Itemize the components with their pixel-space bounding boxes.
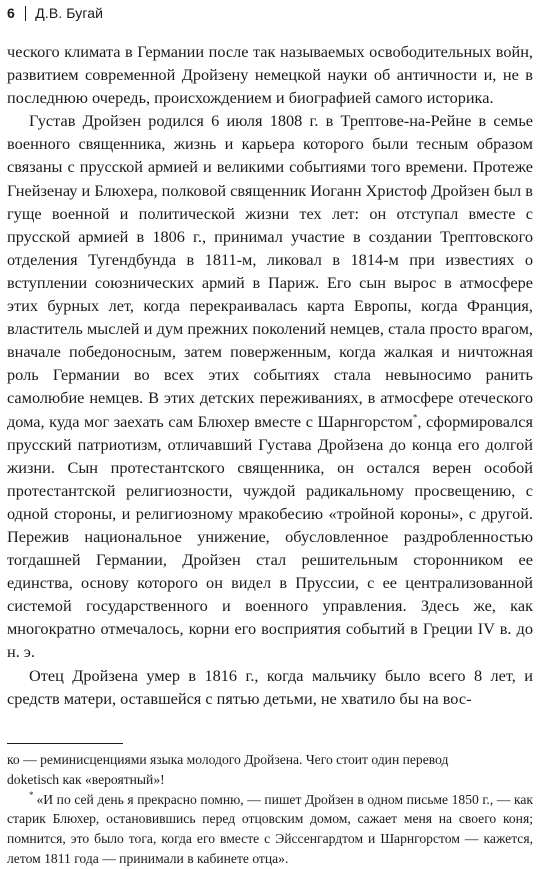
footnote-divider: [7, 743, 123, 744]
footnote-latin-term: doketisch: [7, 771, 60, 787]
page-number: 6: [7, 5, 15, 21]
footnote-text: «И по сей день я прекрасно помню, — пишет Дройзен в одном письме 1850 г., — как старик Блюхер, остановившись перед отцовским домом, сажает меня на своего коня; помнится, это было тога, когда его вместе с Эйссенгардтом и Шарнгорстом — кажется, летом 1811 года — принимали в кабинете отца».: [7, 791, 533, 866]
footnotes: [7, 750, 533, 869]
footnote-text: ко — реминисценциями языка молодого Дройзена. Чего стоит один перевод: [7, 752, 449, 767]
footnote-reference: *: [412, 412, 418, 423]
running-author: Д.В. Бугай: [35, 5, 104, 21]
footnote-marker: *: [29, 790, 34, 801]
footnote-continued: [7, 750, 533, 790]
footnote-text: как «вероятный»!: [59, 771, 165, 787]
paragraph-father-death: Отец Дройзена умер в 1816 г., когда мальчику было всего 8 лет, и средств матери, оставшейся с пятью детьми, не хватило бы на вос-: [7, 665, 533, 708]
header-separator: [25, 6, 27, 21]
paragraph-droysen-birth: [7, 109, 533, 663]
paragraph-text-part: , сформировался прусский патриотизм, отличавший Густава Дройзена до конца его долгой жизни. Сын протестантского священника, он остался верен особой протестантской религиозности, чуждой радикальному просвещению, с одной стороны, и религиозному мракобесию «тройной короны», с другой. Пережив национальное унижение, обусловленное раздробленностью тогдашней Германии, Дройзен стал решительным сторонником ее единства, основу которого он видел в Пруссии, с ее централизованной системой государственного и военного управления. Здесь же, как многократно отмечалось, корни его восприятия событий в Греции IV в. до н. э.: [7, 411, 533, 662]
paragraph-text-part: Густав Дройзен родился 6 июля 1808 г. в Трептове-на-Рейне в семье военного священника, жизнь и карьера которого были тесным образом связаны с прусской армией и великими событиями того времени. Протеже Гнейзенау и Блюхера, полковой священник Иоганн Христоф Дройзен был в гуще военной и политической жизни тех лет: он отступал вместе с прусской армией в 1806 г., принимал участие в создании Трептовского отделения Тугендбунда в 1811-м, ликовал в 1814-м при известиях о вступлении союзнических армий в Париж. Его сын вырос в атмосфере этих бурных лет, когда перекраивалась карта Европы, когда Франция, властитель мыслей и дум прежних поколений немцев, стала просто врагом, вначале победоносным, затем поверженным, когда жалкая и ничтожная роль Германии во всех этих событиях стала невыносимо ранить самолюбие немцев. В этих детских переживаниях, в атмосфере отеческого дома, куда мог заехать сам Блюхер вместе с Шарнгорстом: [7, 111, 533, 431]
paragraph-continued: ческого климата в Германии после так называемых освободительных войн, развитием современной Дройзену немецкой науки об античности и, не в последнюю очередь, происхождением и биографией самого историка.: [7, 42, 533, 108]
running-header: [7, 2, 103, 24]
main-text: [7, 40, 533, 710]
